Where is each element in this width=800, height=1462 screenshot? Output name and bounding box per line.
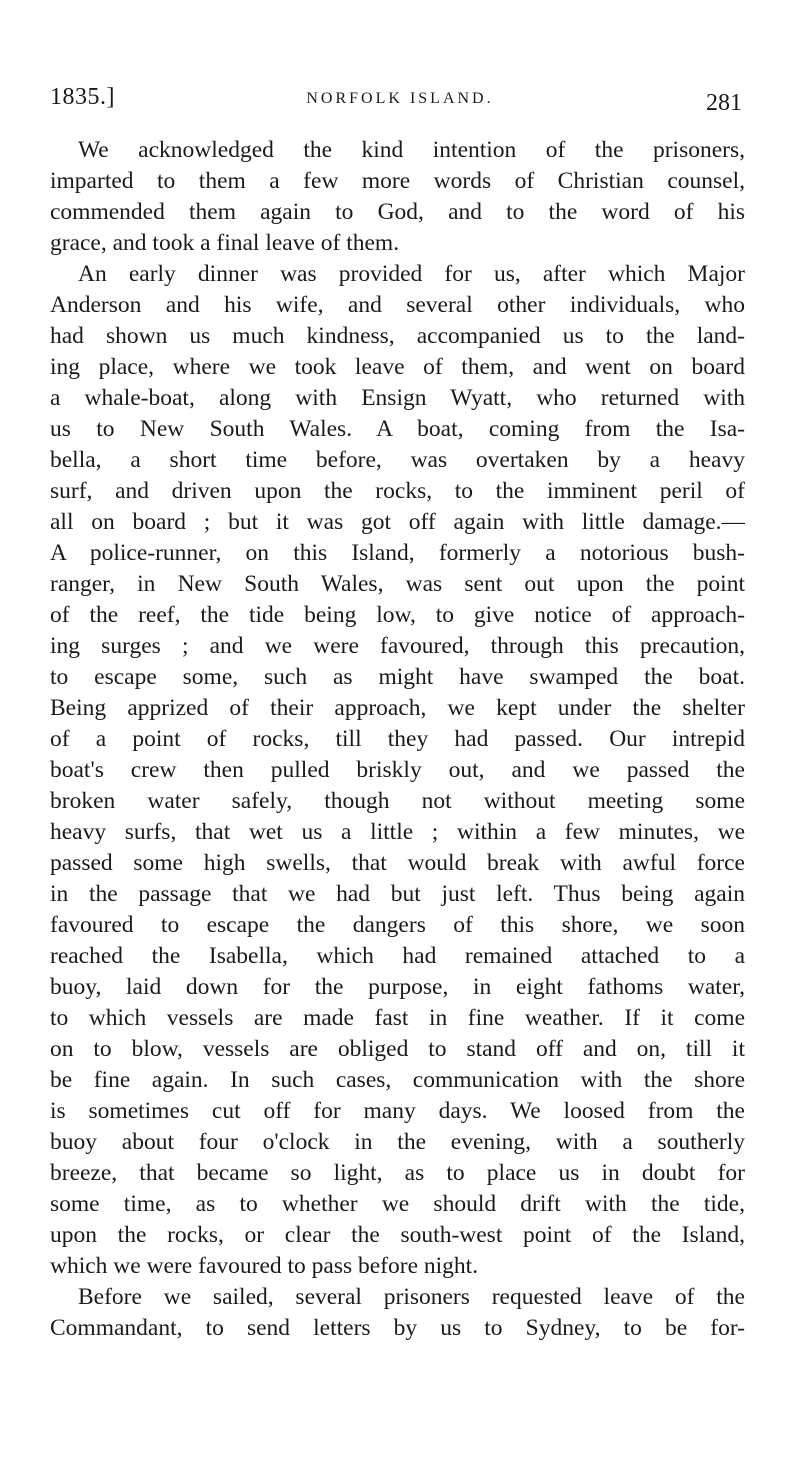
text-line: imparted to them a few more words of Christian counsel,	[50, 168, 745, 194]
text-line: Commandant, to send letters by us to Sydney, to be for-	[50, 1315, 745, 1341]
header-title: NORFOLK ISLAND.	[306, 90, 494, 107]
text-line: boat's crew then pulled briskly out, and we passed the	[50, 757, 745, 783]
text-line: A police-runner, on this Island, formerly a notorious bush-	[50, 540, 745, 566]
text-line: favoured to escape the dangers of this shore, we soon	[50, 912, 745, 938]
text-line: breeze, that became so light, as to place us in doubt for	[50, 1160, 745, 1186]
text-line: buoy about four o'clock in the evening, with a southerly	[50, 1129, 745, 1155]
text-line: some time, as to whether we should drift with the tide,	[50, 1191, 745, 1217]
text-line: had shown us much kindness, accompanied us to the land-	[50, 323, 745, 349]
text-line: Being apprized of their approach, we kept under the shelter	[50, 695, 745, 721]
text-line: Anderson and his wife, and several other individuals, who	[50, 292, 745, 318]
text-line: of a point of rocks, till they had passed. Our intrepid	[50, 726, 745, 752]
text-line: passed some high swells, that would break with awful force	[50, 850, 745, 876]
text-line: a whale-boat, along with Ensign Wyatt, who returned with	[50, 385, 745, 411]
text-line: An early dinner was provided for us, after which Major	[78, 261, 745, 287]
text-line: bella, a short time before, was overtaken by a heavy	[50, 447, 745, 473]
text-line: us to New South Wales. A boat, coming from the Isa-	[50, 416, 745, 442]
text-line: to which vessels are made fast in fine weather. If it come	[50, 1005, 745, 1031]
running-head	[50, 84, 750, 120]
text-line: which we were favoured to pass before night.	[50, 1253, 479, 1279]
page-number: 281	[706, 90, 742, 116]
text-line: ing surges ; and we were favoured, through this precaution,	[50, 633, 745, 659]
text-line: to escape some, such as might have swamped the boat.	[50, 664, 745, 690]
text-line: surf, and driven upon the rocks, to the imminent peril of	[50, 478, 745, 504]
text-line: reached the Isabella, which had remained attached to a	[50, 943, 745, 969]
text-line: grace, and took a final leave of them.	[50, 230, 400, 256]
text-line: We acknowledged the kind intention of the prisoners,	[78, 137, 745, 163]
header-year: 1835.]	[50, 84, 115, 110]
text-line: broken water safely, though not without meeting some	[50, 788, 745, 814]
text-line: in the passage that we had but just left. Thus being again	[50, 881, 745, 907]
text-line: on to blow, vessels are obliged to stand off and on, till it	[50, 1036, 745, 1062]
text-line: heavy surfs, that wet us a little ; within a few minutes, we	[50, 819, 745, 845]
text-line: upon the rocks, or clear the south-west point of the Island,	[50, 1222, 745, 1248]
text-line: Before we sailed, several prisoners requested leave of the	[78, 1284, 745, 1310]
text-line: buoy, laid down for the purpose, in eight fathoms water,	[50, 974, 745, 1000]
text-line: is sometimes cut off for many days. We loosed from the	[50, 1098, 745, 1124]
text-line: all on board ; but it was got off again with little damage.—	[50, 509, 745, 535]
text-line: commended them again to God, and to the word of his	[50, 199, 745, 225]
text-line: be fine again. In such cases, communication with the shore	[50, 1067, 745, 1093]
text-line: ing place, where we took leave of them, and went on board	[50, 354, 745, 380]
text-line: of the reef, the tide being low, to give notice of approach-	[50, 602, 745, 628]
text-line: ranger, in New South Wales, was sent out upon the point	[50, 571, 745, 597]
body-text	[50, 135, 745, 1344]
